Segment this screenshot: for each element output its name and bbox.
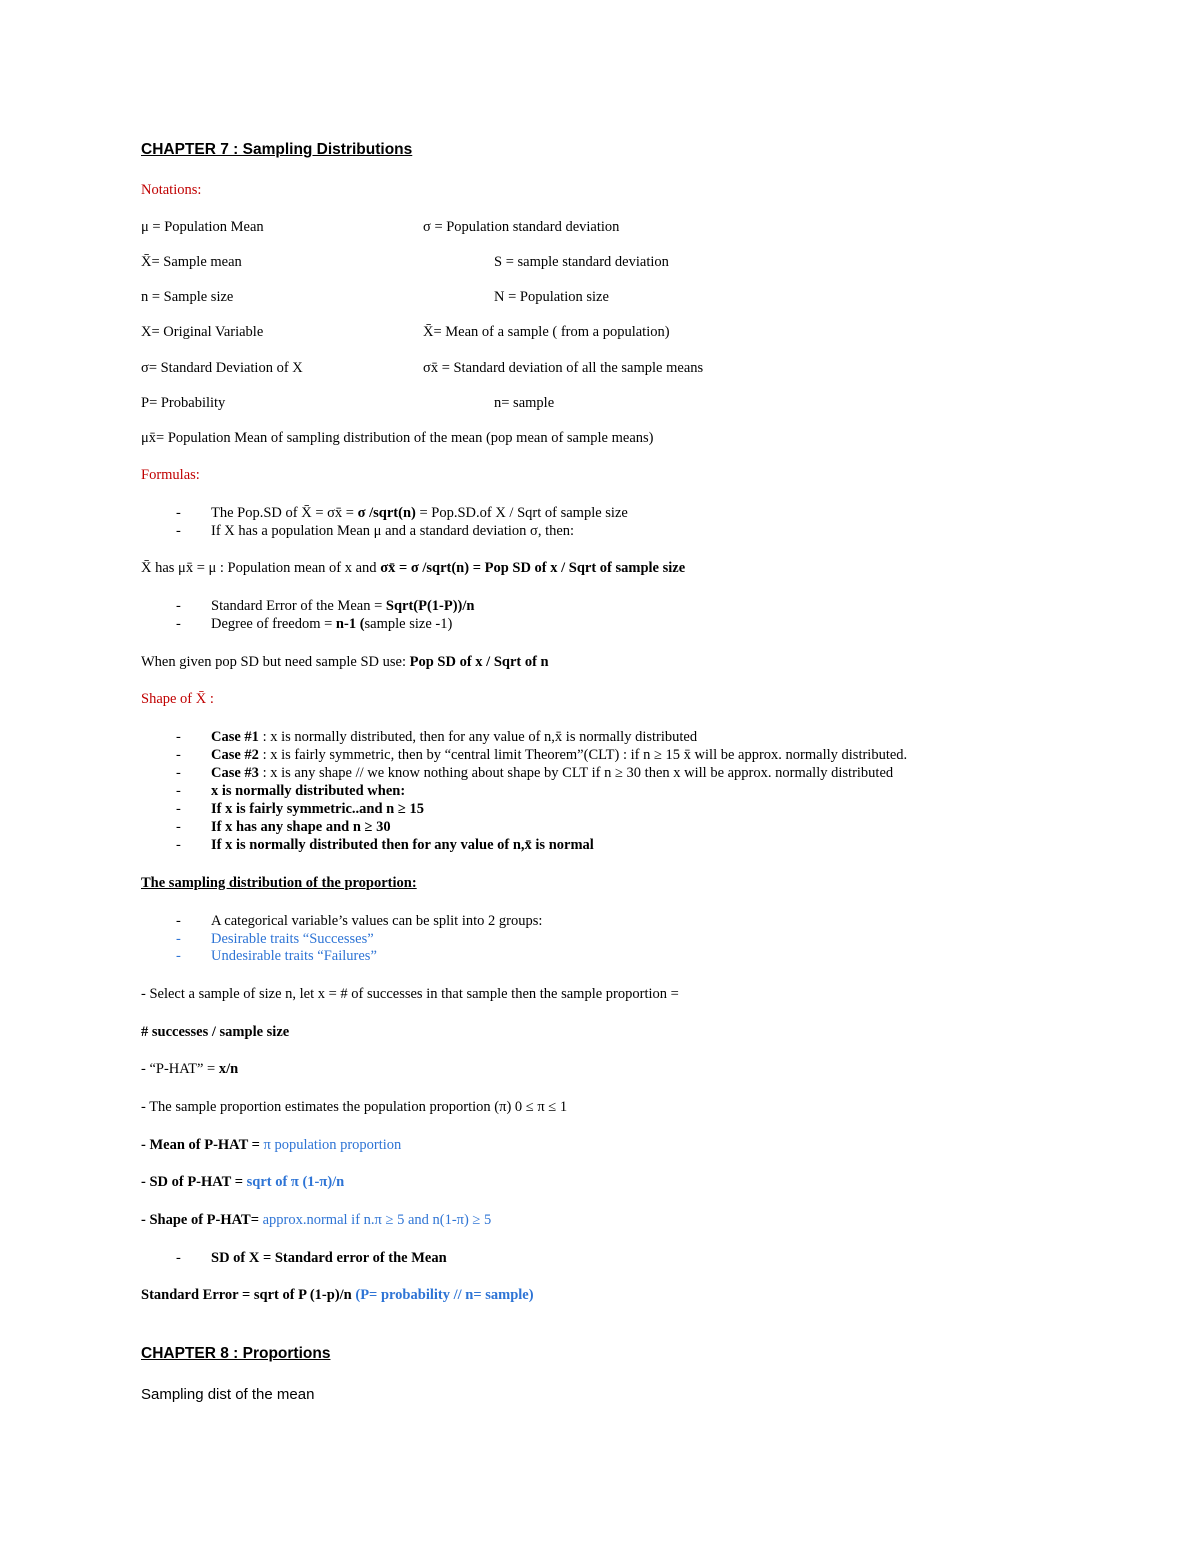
degree-of-freedom: Degree of freedom = n-1 (sample size -1) (211, 616, 453, 632)
formula-population-mean: If X has a population Mean μ and a standard deviation σ, then: (211, 523, 575, 539)
bullet-dash: - (176, 616, 181, 632)
successes-formula: # successes / sample size (141, 1024, 290, 1040)
mean-phat-line: - Mean of P-HAT = π population proportion (141, 1137, 402, 1153)
notation-s: S = sample standard deviation (494, 254, 669, 270)
notation-sigma-xbar: σx̄ = Standard deviation of all the sample means (423, 360, 704, 376)
notation-mu-xbar: μx̄= Population Mean of sampling distribution of the mean (pop mean of sample means) (141, 430, 654, 446)
bullet-dash: - (176, 598, 181, 614)
formula-pop-sd: The Pop.SD of X̄ = σx̄ = σ /sqrt(n) = Pop.SD.of X / Sqrt of sample size (211, 505, 628, 521)
chapter7-heading: CHAPTER 7 : Sampling Distributions (141, 141, 413, 158)
bullet-dash: - (176, 931, 181, 947)
shape-label: Shape of X̄ : (141, 691, 214, 707)
sd-of-x-line: SD of X = Standard error of the Mean (211, 1250, 447, 1266)
case-3: Case #3 : x is any shape // we know nothing about shape by CLT if n ≥ 30 then x will be approx. normally distributed (211, 765, 894, 781)
bold-point: x is normally distributed when: (211, 783, 406, 799)
bullet-dash: - (176, 729, 181, 745)
formulas-label: Formulas: (141, 467, 200, 483)
case-2: Case #2 : x is fairly symmetric, then by “central limit Theorem”(CLT) : if n ≥ 15 x̄ will be approx. normally distributed. (211, 747, 908, 763)
notation-sigma-x: σ= Standard Deviation of X (141, 360, 303, 376)
notation-sigma: σ = Population standard deviation (423, 219, 620, 235)
notation-big-n: N = Population size (494, 289, 609, 305)
estimates-line: - The sample proportion estimates the population proportion (π) 0 ≤ π ≤ 1 (141, 1099, 568, 1115)
undesirable-traits: Undesirable traits “Failures” (211, 948, 377, 964)
standard-error-line: Standard Error = sqrt of P (1-p)/n (P= probability // n= sample) (141, 1287, 534, 1303)
notation-p: P= Probability (141, 395, 226, 411)
bullet-dash: - (176, 837, 181, 853)
chapter8-heading: CHAPTER 8 : Proportions (141, 1345, 331, 1362)
bullet-dash: - (176, 948, 181, 964)
bullet-dash: - (176, 819, 181, 835)
bullet-dash: - (176, 505, 181, 521)
bold-point: If x has any shape and n ≥ 30 (211, 819, 391, 835)
desirable-traits: Desirable traits “Successes” (211, 931, 374, 947)
notation-xbar-mean: X̄= Mean of a sample ( from a population) (423, 324, 670, 340)
select-sample-line: - Select a sample of size n, let x = # of successes in that sample then the sample proportion = (141, 986, 679, 1002)
phat-line: - “P-HAT” = x/n (141, 1061, 239, 1077)
proportion-heading: The sampling distribution of the proportion: (141, 875, 417, 891)
notations-label: Notations: (141, 182, 202, 198)
case-1: Case #1 : x is normally distributed, then for any value of n,x̄ is normally distributed (211, 729, 698, 745)
bullet-dash: - (176, 765, 181, 781)
standard-error-of-mean: Standard Error of the Mean = Sqrt(P(1-P))/n (211, 598, 475, 614)
bullet-dash: - (176, 523, 181, 539)
notation-x: X= Original Variable (141, 324, 264, 340)
bullet-dash: - (176, 801, 181, 817)
notation-n-sample: n= sample (494, 395, 555, 411)
notation-xbar: X̄= Sample mean (141, 254, 242, 270)
given-pop-sd-line: When given pop SD but need sample SD use: Pop SD of x / Sqrt of n (141, 654, 549, 670)
bullet-dash: - (176, 1250, 181, 1266)
bullet-dash: - (176, 783, 181, 799)
bullet-dash: - (176, 747, 181, 763)
shape-phat-line: - Shape of P-HAT= approx.normal if n.π ≥ 5 and n(1-π) ≥ 5 (141, 1212, 492, 1228)
notation-mu: μ = Population Mean (141, 219, 264, 235)
bullet-dash: - (176, 913, 181, 929)
xbar-has-line: X̄ has μx̄ = μ : Population mean of x and σx̄ = σ /sqrt(n) = Pop SD of x / Sqrt of sample size (141, 560, 686, 576)
bold-point: If x is normally distributed then for any value of n,x̄ is normal (211, 837, 594, 853)
notation-n: n = Sample size (141, 289, 234, 305)
sd-phat-line: - SD of P-HAT = sqrt of π (1-π)/n (141, 1174, 345, 1190)
bold-point: If x is fairly symmetric..and n ≥ 15 (211, 801, 424, 817)
chapter8-line: Sampling dist of the mean (141, 1386, 315, 1403)
categorical-line: A categorical variable’s values can be split into 2 groups: (211, 913, 543, 929)
